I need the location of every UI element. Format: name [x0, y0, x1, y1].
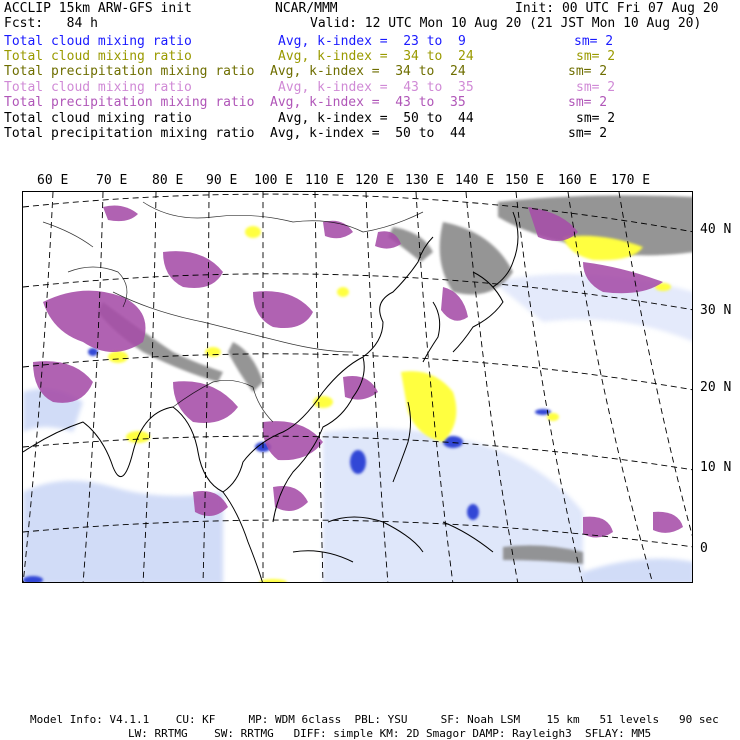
lat-label-20n: 20 N [700, 380, 732, 395]
field-5-name: Total precipitation mixing ratio [4, 95, 255, 110]
field-5-avg: Avg, k-index = 43 to 35 [270, 95, 466, 110]
field-2-name: Total cloud mixing ratio [4, 49, 192, 64]
lon-label-120e: 120 E [355, 173, 395, 188]
model-info-line1: Model Info: V4.1.1 CU: KF MP: WDM 6class PBL: YSU SF: Noah LSM 15 km 51 levels 90 sec [30, 713, 719, 726]
lat-label-30n: 30 N [700, 303, 732, 318]
field-7-name: Total precipitation mixing ratio [4, 126, 255, 141]
model-info-line2: LW: RRTMG SW: RRTMG DIFF: simple KM: 2D Smagor DAMP: Rayleigh3 SFLAY: MM5 [128, 727, 652, 740]
field-2-avg: Avg, k-index = 34 to 24 [278, 49, 474, 64]
field-3-sm: sm= 2 [568, 64, 608, 79]
field-7-avg: Avg, k-index = 50 to 44 [270, 126, 466, 141]
lon-label-90e: 90 E [206, 173, 238, 188]
lon-label-140e: 140 E [455, 173, 495, 188]
model-title: ACCLIP 15km ARW-GFS init [4, 1, 192, 16]
lat-label-0: 0 [700, 541, 708, 556]
field-1-sm: sm= 2 [574, 34, 614, 49]
lat-label-40n: 40 N [700, 222, 732, 237]
field-4-name: Total cloud mixing ratio [4, 80, 192, 95]
lon-label-170e: 170 E [611, 173, 651, 188]
lon-label-150e: 150 E [505, 173, 545, 188]
lon-label-70e: 70 E [96, 173, 128, 188]
field-1-avg: Avg, k-index = 23 to 9 [278, 34, 466, 49]
field-4-avg: Avg, k-index = 43 to 35 [278, 80, 474, 95]
lon-label-100e: 100 E [254, 173, 294, 188]
lat-label-10n: 10 N [700, 460, 732, 475]
field-5-sm: sm= 2 [568, 95, 608, 110]
valid-time: Valid: 12 UTC Mon 10 Aug 20 (21 JST Mon 10 Aug 20) [310, 16, 702, 31]
field-6-name: Total cloud mixing ratio [4, 111, 192, 126]
field-3-avg: Avg, k-index = 34 to 24 [270, 64, 466, 79]
field-7-sm: sm= 2 [568, 126, 608, 141]
lon-label-130e: 130 E [405, 173, 445, 188]
field-6-avg: Avg, k-index = 50 to 44 [278, 111, 474, 126]
field-6-sm: sm= 2 [576, 111, 616, 126]
field-2-sm: sm= 2 [576, 49, 616, 64]
lon-label-80e: 80 E [152, 173, 184, 188]
init-time: Init: 00 UTC Fri 07 Aug 20 [515, 1, 719, 16]
lon-label-60e: 60 E [37, 173, 69, 188]
lon-label-110e: 110 E [305, 173, 345, 188]
field-4-sm: sm= 2 [576, 80, 616, 95]
forecast-hour: Fcst: 84 h [4, 16, 98, 31]
lon-label-160e: 160 E [558, 173, 598, 188]
field-1-name: Total cloud mixing ratio [4, 34, 192, 49]
map-canvas [23, 192, 693, 583]
weather-map [22, 191, 693, 583]
center-label: NCAR/MMM [275, 1, 338, 16]
field-3-name: Total precipitation mixing ratio [4, 64, 255, 79]
